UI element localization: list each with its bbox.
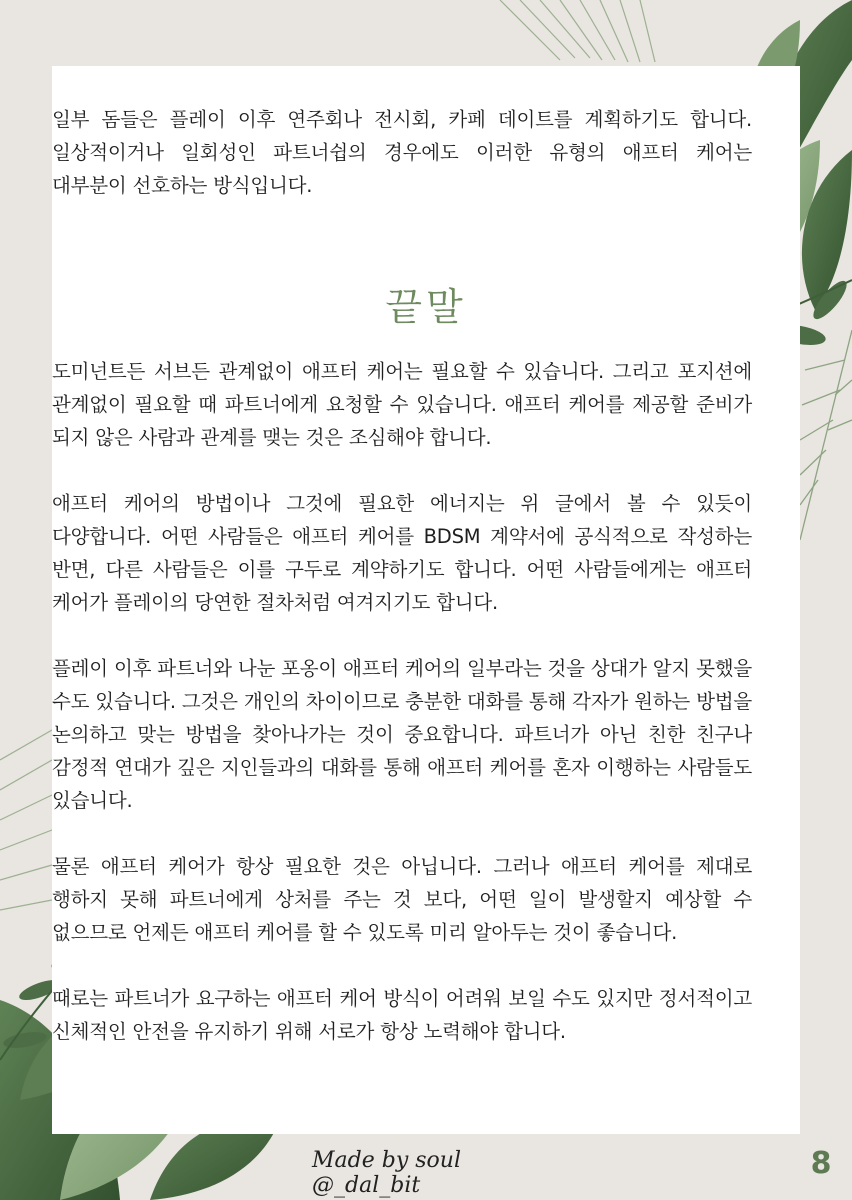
body-paragraph: 애프터 케어의 방법이나 그것에 필요한 에너지는 위 글에서 볼 수 있듯이 다양합니다. 어떤 사람들은 애프터 케어를 BDSM 계약서에 공식적으로 작성하는 반면, 다른 사람들은 이를 구두로 계약하기도 합니다. 어떤 사람들에게는 애프터 케어가 플레이의 당연한 절차처럼 여겨지기도 합니다.	[52, 492, 752, 614]
body-paragraph: 물론 애프터 케어가 항상 필요한 것은 아닙니다. 그러나 애프터 케어를 제대로 행하지 못해 파트너에게 상처를 주는 것 보다, 어떤 일이 발생할지 예상할 수 없으므로 언제든 애프터 케어를 할 수 있도록 미리 알아두는 것이 좋습니다.	[52, 855, 752, 944]
right-pine-branch-icon	[800, 330, 852, 540]
body-text	[52, 355, 752, 1081]
footer-credit: Made by soul @_dal_bit	[312, 1148, 461, 1198]
body-paragraph: 도미넌트든 서브든 관계없이 애프터 케어는 필요할 수 있습니다. 그리고 포지션에 관계없이 필요할 때 파트너에게 요청할 수 있습니다. 애프터 케어를 제공할 준비가 되지 않은 사람과 관계를 맺는 것은 조심해야 합니다.	[52, 360, 752, 449]
body-paragraph: 플레이 이후 파트너와 나눈 포옹이 애프터 케어의 일부라는 것을 상대가 알지 못했을 수도 있습니다. 그것은 개인의 차이이므로 충분한 대화를 통해 각자가 원하는 방법을 논의하고 맞는 방법을 찾아나가는 것이 중요합니다. 파트너가 아닌 친한 친구나 감정적 연대가 깊은 지인들과의 대화를 통해 애프터 케어를 혼자 이행하는 사람들도 있습니다.	[52, 657, 752, 812]
section-heading: 끝말	[385, 285, 467, 329]
page-number: 8	[810, 1146, 832, 1181]
intro-paragraph: 일부 돔들은 플레이 이후 연주회나 전시회, 카페 데이트를 계획하기도 합니다. 일상적이거나 일회성인 파트너쉽의 경우에도 이러한 유형의 애프터 케어는 대부분이 선호하는 방식입니다.	[52, 108, 752, 197]
body-paragraph: 때로는 파트너가 요구하는 애프터 케어 방식이 어려워 보일 수도 있지만 정서적이고 신체적인 안전을 유지하기 위해 서로가 항상 노력해야 합니다.	[52, 987, 752, 1043]
